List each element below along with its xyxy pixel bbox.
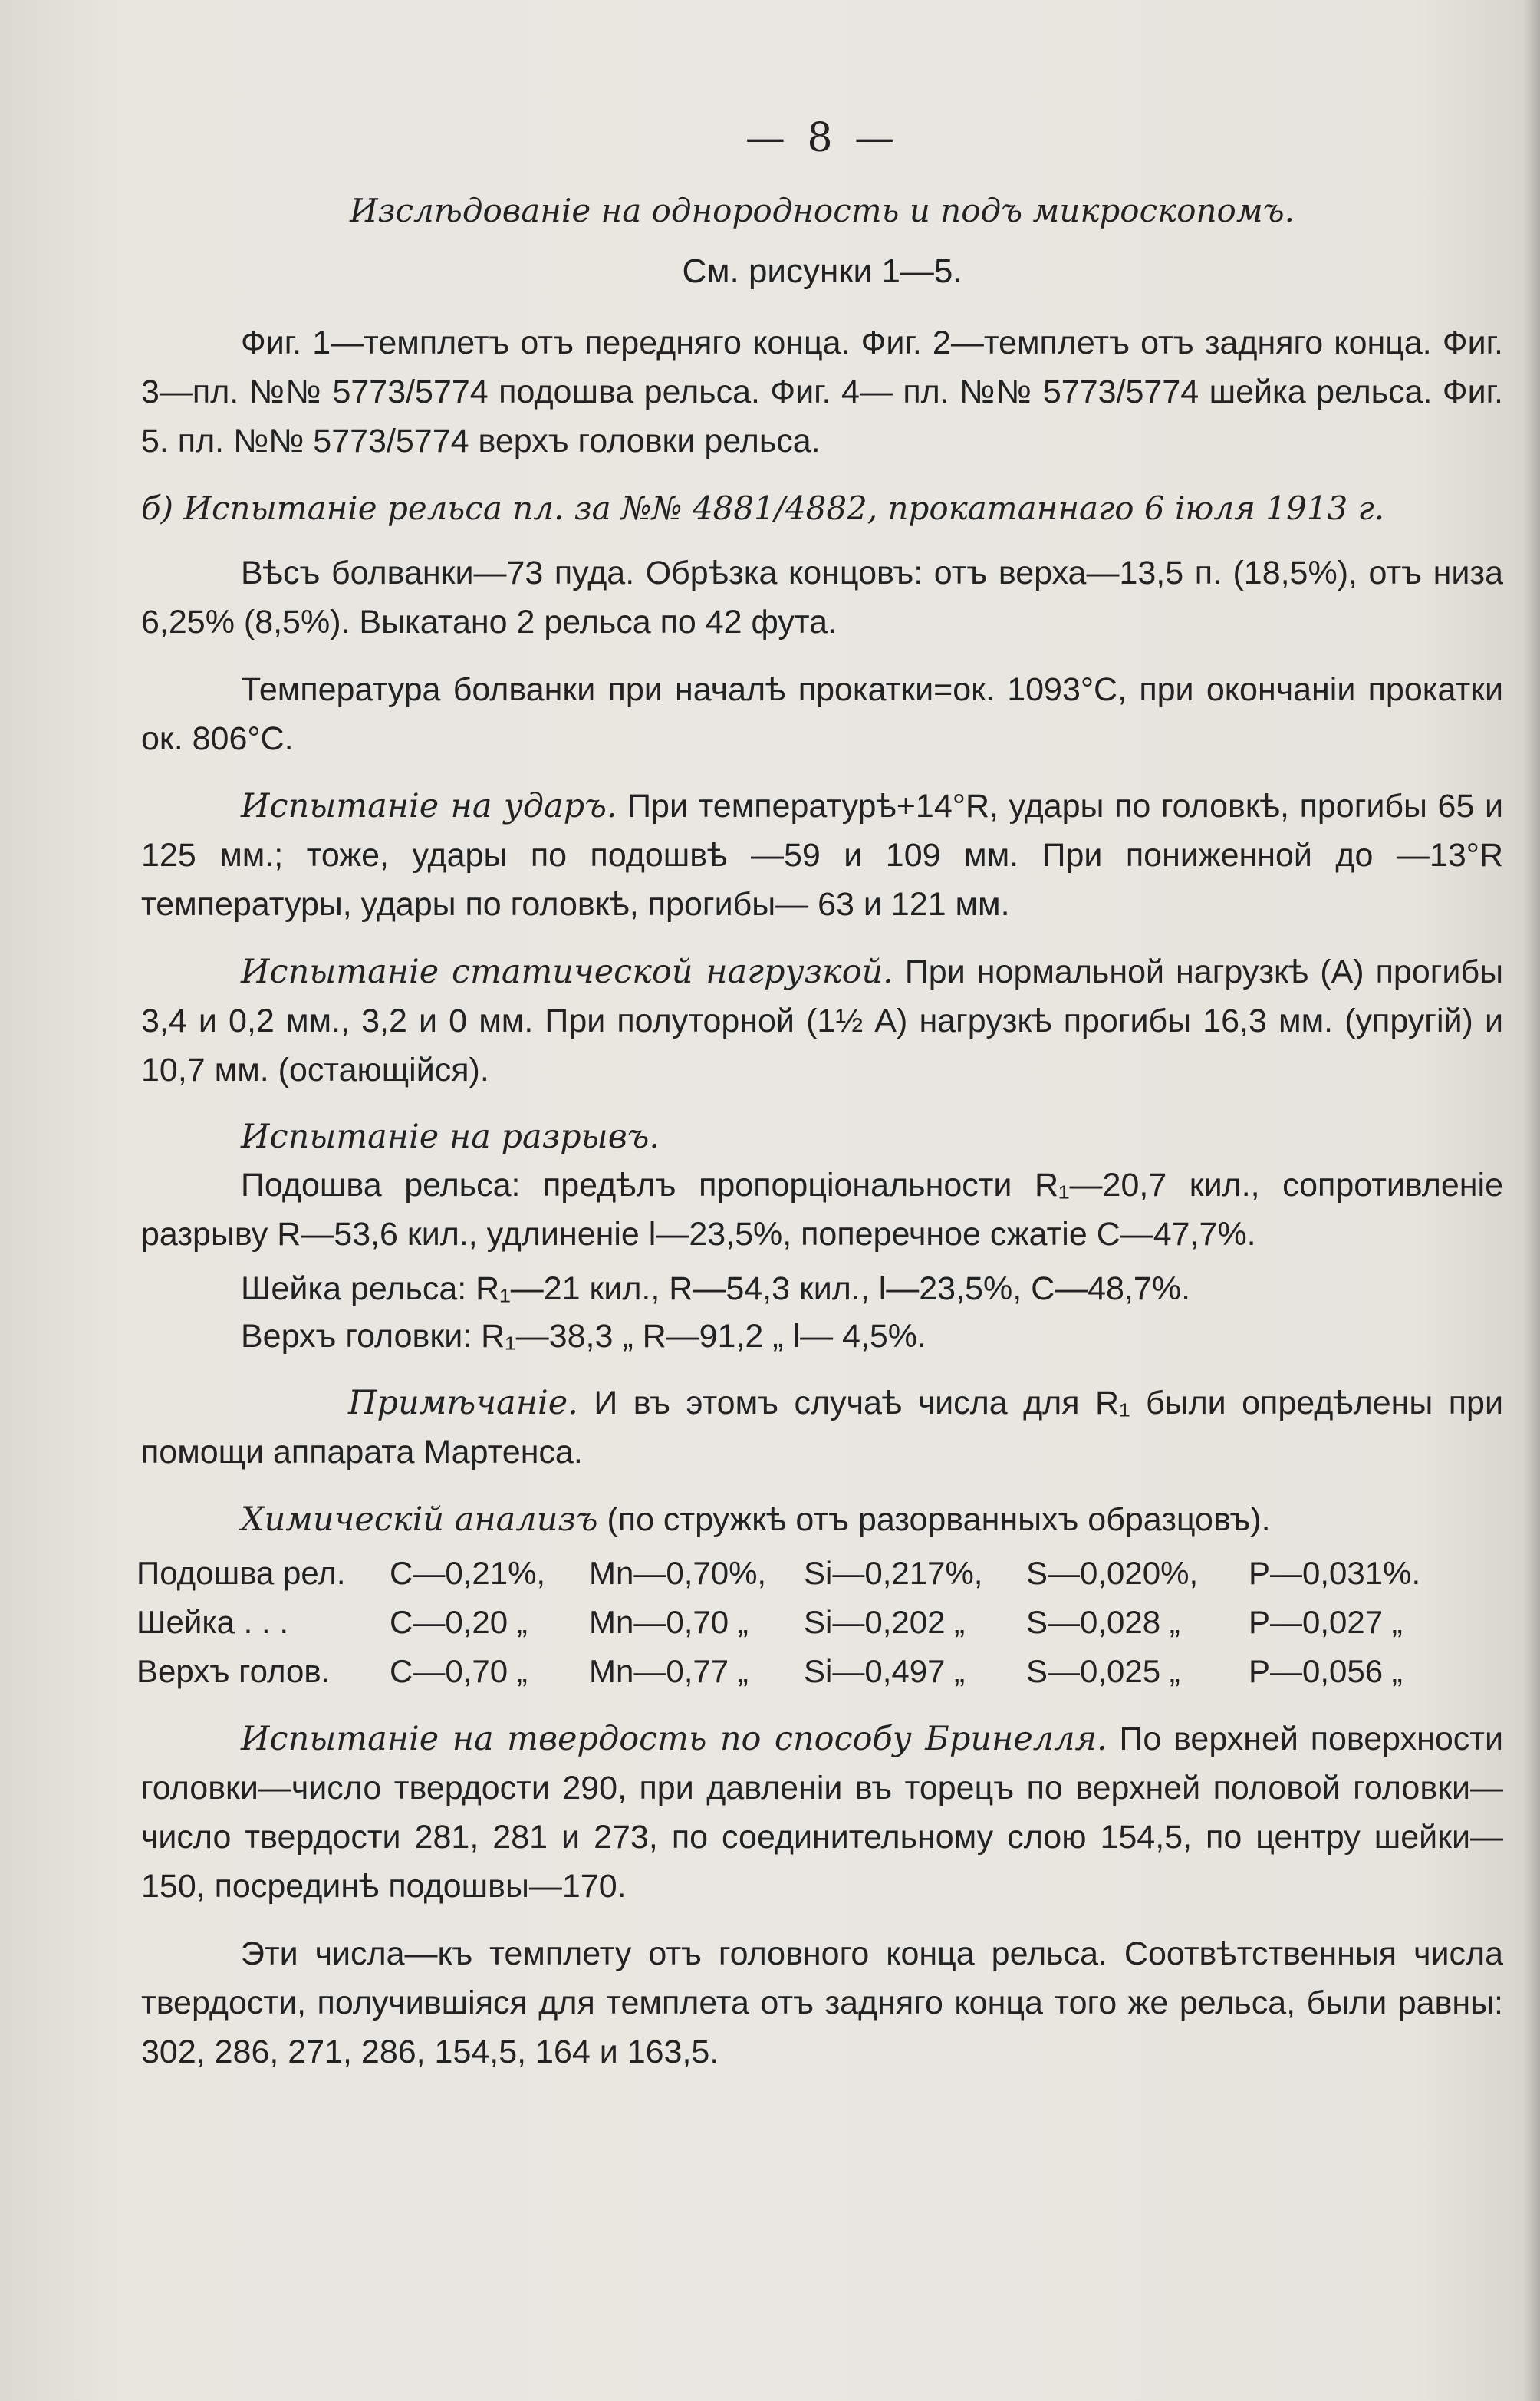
row-label: Шейка . . . [137,1604,288,1640]
note-title: Примѣчаніе. [348,1384,578,1422]
tensile-head-line: Верхъ головки: R₁—38,3 „ R—91,2 „ l— 4,5%. [241,1318,926,1355]
carbon-value: С—0,21%, [390,1555,546,1591]
page-content [137,115,1503,2095]
silicon-value: Si—0,497 „ [804,1653,966,1689]
phosphorus-value: P—0,031%. [1249,1555,1421,1591]
closing-paragraph: Эти числа—къ темплету отъ головного конца рельса. Соотвѣтственныя числа твердости, получившіяся для темплета отъ задняго конца того же рельса, были равны: 302, 286, 271, 286, 154,5, 164 и 163,5. [141,1935,1503,2070]
carbon-value: С—0,70 „ [390,1653,528,1689]
table-row [137,1647,1503,1696]
static-test-paragraph [141,947,1503,1095]
hardness-test-paragraph [141,1714,1503,1911]
phosphorus-value: P—0,027 „ [1249,1604,1403,1640]
table-row [137,1598,1503,1647]
impact-test-text: При температурѣ+14°R, удары по головкѣ, прогибы 65 и 125 мм.; тоже, удары по подошвѣ —59 и 109 мм. При пониженной до —13°R температуры, удары по головкѣ, прогибы— 63 и 121 мм. [141,788,1503,923]
temperature-paragraph: Температура болванки при началѣ прокатки=ок. 1093°С, при окончаніи прокатки ок. 806°С. [141,671,1503,757]
row-label: Подошва рел. [137,1555,346,1591]
page-edge-shadow [1523,0,1540,2401]
table-row [137,1549,1503,1598]
note-paragraph [141,1378,1503,1477]
tensile-web-line: Шейка рельса: R₁—21 кил., R—54,3 кил., l—23,5%, С—48,7%. [241,1270,1191,1307]
impact-test-title: Испытаніе на ударъ. [241,787,617,825]
section-b-title: б) Испытаніе рельса пл. за №№ 4881/4882, прокатаннаго 6 іюля 1913 г. [141,489,1385,527]
tensile-test-title-line [141,1113,1503,1161]
impact-test-paragraph [141,782,1503,929]
sulfur-value: S—0,020%, [1026,1555,1199,1591]
hardness-test-text: По верхней поверхности головки—число твердости 290, при давленіи въ торецъ по верхней половой головки—число твердости 281, 281 и 273, по соединительному слою 154,5, по центру шейки—150, посрединѣ подошвы—170. [141,1721,1503,1905]
chemical-analysis-intro-text: (по стружкѣ отъ разорванныхъ образцовъ). [607,1501,1271,1538]
carbon-value: С—0,20 „ [390,1604,528,1640]
tensile-sole-text: Подошва рельса: предѣлъ пропорціональности R₁—20,7 кил., сопротивленіе разрыву R—53,6 кил., удлиненіе l—23,5%, поперечное сжатіе С—47,7%. [141,1167,1503,1253]
figures-paragraph: Фиг. 1—темплетъ отъ передняго конца. Фиг. 2—темплетъ отъ задняго конца. Фиг. 3—пл. №№ 5773/5774 подошва рельса. Фиг. 4— пл. №№ 5773/5774 шейка рельса. Фиг. 5. пл. №№ 5773/5774 верхъ головки рельса. [141,324,1503,459]
manganese-value: Mn—0,77 „ [589,1653,749,1689]
row-label: Верхъ голов. [137,1653,331,1689]
page-number: — 8 — [745,115,900,161]
static-test-text: При нормальной нагрузкѣ (А) прогибы 3,4 и 0,2 мм., 3,2 и 0 мм. При полуторной (1½ А) нагрузкѣ прогибы 16,3 мм. (упругій) и 10,7 мм. (остающійся). [141,953,1503,1089]
chemical-analysis-intro [141,1495,1503,1544]
silicon-value: Si—0,202 „ [804,1604,966,1640]
phosphorus-value: P—0,056 „ [1249,1653,1403,1689]
hardness-test-title: Испытаніе на твердость по способу Бринелля. [241,1720,1107,1758]
weight-paragraph: Вѣсъ болванки—73 пуда. Обрѣзка концовъ: отъ верха—13,5 п. (18,5%), отъ низа 6,25% (8,5%). Выкатано 2 рельса по 42 фута. [141,555,1503,641]
tensile-test-title: Испытаніе на разрывъ. [241,1118,660,1156]
manganese-value: Mn—0,70 „ [589,1604,749,1640]
chemical-analysis-title: Химическій анализъ [241,1500,598,1539]
silicon-value: Si—0,217%, [804,1555,983,1591]
sulfur-value: S—0,025 „ [1026,1653,1180,1689]
figures-reference: См. рисунки 1—5. [682,252,962,290]
manganese-value: Mn—0,70%, [589,1555,767,1591]
note-text: И въ этомъ случаѣ числа для R₁ были опредѣлены при помощи аппарата Мартенса. [141,1385,1503,1471]
static-test-title: Испытаніе статической нагрузкой. [241,953,893,991]
chemical-analysis-table [137,1549,1503,1696]
sulfur-value: S—0,028 „ [1026,1604,1180,1640]
section-heading: Изслѣдованіе на однородность и подъ микроскопомъ. [350,192,1295,229]
